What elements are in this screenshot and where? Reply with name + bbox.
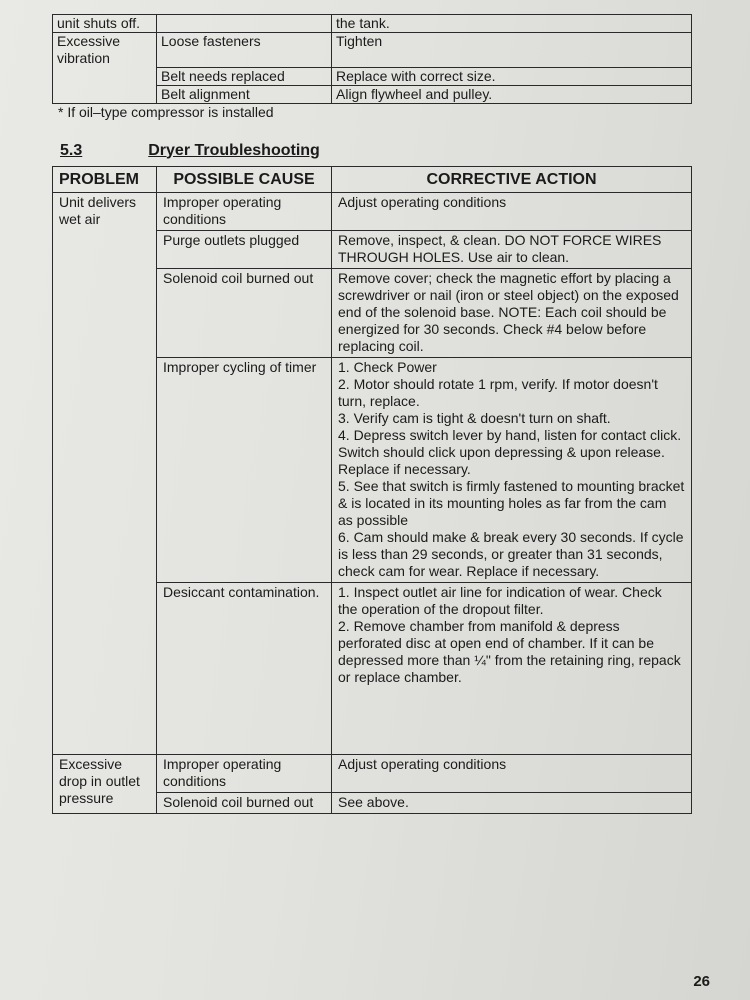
action-cell: Adjust operating conditions	[332, 754, 692, 792]
step-text: 2. Motor should rotate 1 rpm, verify. If motor doesn't turn, replace.	[338, 375, 658, 409]
header-action: CORRECTIVE ACTION	[332, 166, 692, 192]
action-cell: the tank.	[332, 15, 692, 33]
action-cell: Remove cover; check the magnetic effort by placing a screwdriver or nail (iron or steel object) on the exposed end of the solenoid base. NOTE: Each coil should be energized for 30 seconds. Check #4 below before replacing coil.	[332, 268, 692, 357]
cause-cell: Solenoid coil burned out	[157, 792, 332, 813]
step-text: 1. Check Power	[338, 358, 437, 375]
action-cell	[332, 357, 692, 582]
table-row	[53, 754, 692, 792]
cause-cell	[157, 15, 332, 33]
table-row	[53, 67, 692, 85]
step-text: 3. Verify cam is tight & doesn't turn on shaft.	[338, 409, 611, 426]
cause-cell: Belt alignment	[157, 85, 332, 103]
action-cell: See above.	[332, 792, 692, 813]
problem-cell: Excessive vibration	[53, 33, 157, 68]
cause-cell: Belt needs replaced	[157, 67, 332, 85]
action-cell: Align flywheel and pulley.	[332, 85, 692, 103]
action-cell: Replace with correct size.	[332, 67, 692, 85]
header-cause: POSSIBLE CAUSE	[157, 166, 332, 192]
manual-page	[52, 14, 692, 814]
table-row	[53, 192, 692, 230]
problem-cell	[53, 85, 157, 103]
action-cell: Remove, inspect, & clean. DO NOT FORCE WIRES THROUGH HOLES. Use air to clean.	[332, 230, 692, 268]
table-row	[53, 85, 692, 103]
problem-cell: unit shuts off.	[53, 15, 157, 33]
problem-cell	[53, 67, 157, 85]
cause-cell: Solenoid coil burned out	[157, 268, 332, 357]
header-row	[53, 166, 692, 192]
header-problem: PROBLEM	[53, 166, 157, 192]
action-cell: Tighten	[332, 33, 692, 68]
cause-cell: Loose fasteners	[157, 33, 332, 68]
table-row	[53, 33, 692, 68]
footnote: * If oil–type compressor is installed	[58, 103, 274, 120]
dryer-troubleshooting-table	[52, 166, 692, 814]
step-text: 5. See that switch is firmly fastened to mounting bracket & is located in its mounting holes as far from the cam as possible	[338, 477, 685, 528]
compressor-troubleshooting-table	[52, 14, 692, 104]
section-title: Dryer Troubleshooting	[148, 141, 320, 159]
step-text: 1. Inspect outlet air line for indication of wear. Check the operation of the dropout filter.	[338, 583, 662, 617]
section-heading	[60, 142, 692, 160]
problem-cell: Excessive drop in outlet pressure	[53, 754, 157, 813]
cause-cell: Purge outlets plugged	[157, 230, 332, 268]
step-text: 4. Depress switch lever by hand, listen for contact click. Switch should click upon depressing & upon release. Replace if necessary.	[338, 426, 682, 477]
problem-cell: Unit delivers wet air	[53, 192, 157, 754]
step-text: 6. Cam should make & break every 30 seconds. If cycle is less than 29 seconds, or greater than 31 seconds, check cam for wear. Replace if necessary.	[338, 528, 684, 579]
step-text: 2. Remove chamber from manifold & depress perforated disc at open end of chamber. If it can be depressed more than ¼" from the retaining ring, repack or replace chamber.	[338, 617, 681, 685]
cause-cell: Desiccant contamination.	[157, 582, 332, 754]
action-cell	[332, 582, 692, 754]
cause-cell: Improper cycling of timer	[157, 357, 332, 582]
cause-cell: Improper operating conditions	[157, 754, 332, 792]
cause-cell: Improper operating conditions	[157, 192, 332, 230]
action-cell: Adjust operating conditions	[332, 192, 692, 230]
page-number: 26	[693, 973, 710, 990]
table-row	[53, 15, 692, 33]
section-number: 5.3	[60, 141, 83, 159]
